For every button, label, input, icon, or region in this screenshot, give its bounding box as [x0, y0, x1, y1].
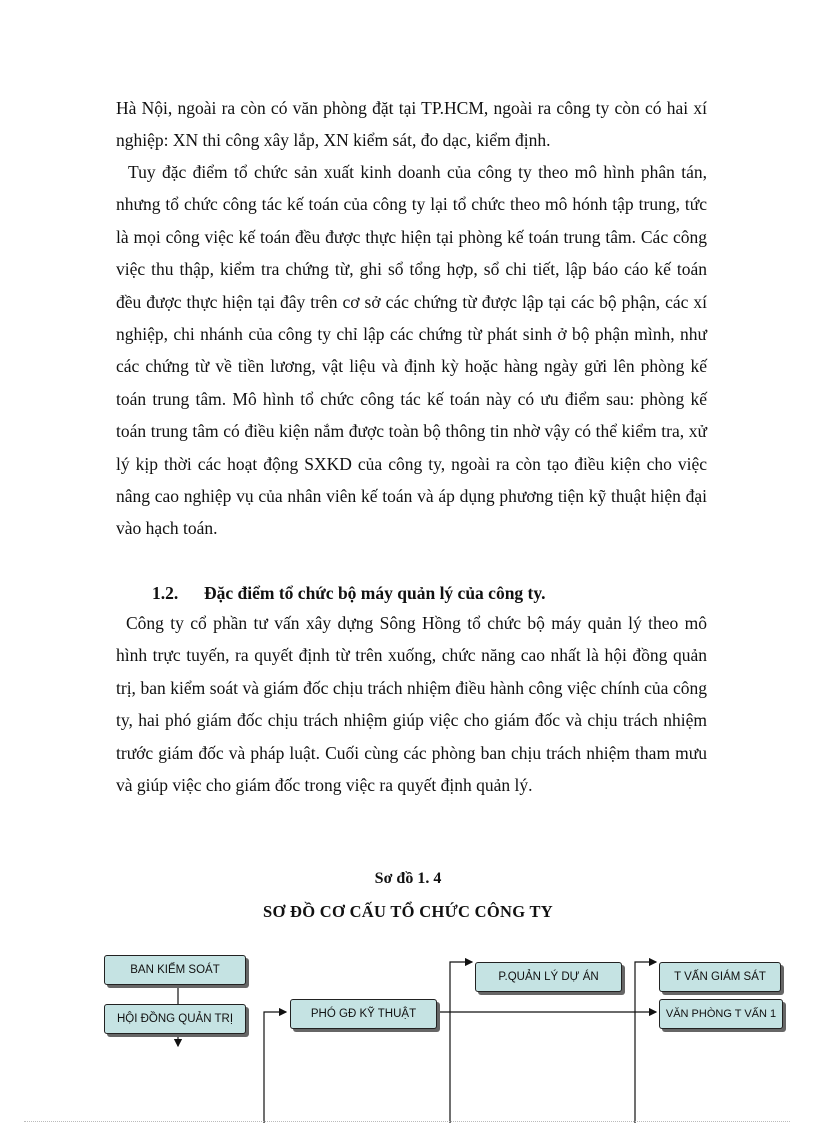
section-number: 1.2. — [152, 583, 179, 603]
box-p-quan-ly-du-an: P.QUẢN LÝ DỰ ÁN — [475, 962, 622, 992]
connector-to-supervision — [635, 962, 656, 1123]
box-tu-van-giam-sat: T VẤN GIÁM SÁT — [659, 962, 781, 992]
diagram-caption-number: Sơ đồ 1. 4 — [374, 870, 442, 887]
box-ban-kiem-soat: BAN KIỂM SOÁT — [104, 955, 246, 985]
connector-to-deputy — [264, 1012, 286, 1123]
paragraph-intro: Hà Nội, ngoài ra còn có văn phòng đặt tại TP.HCM, ngoài ra công ty còn có hai xí nghiệp: XN thi công xây lắp, XN kiểm sát, đo dạc, kiểm định. — [116, 98, 707, 151]
diagram-caption-title: SƠ ĐỒ CƠ CẤU TỔ CHỨC CÔNG TY — [263, 902, 553, 921]
paragraph-management: Công ty cổ phần tư vấn xây dựng Sông Hồng tổ chức bộ máy quản lý theo mô hình trực tuyến, ra quyết định từ trên xuống, chức năng cao nhất là hội đồng quản trị, ban kiểm soát và giám đốc chịu trách nhiệm điều hành công việc chính của công ty, hai phó giám đốc chịu trách nhiệm giúp việc cho giám đốc và chịu trách nhiệm trước giám đốc và pháp luật. Cuối cùng các phòng ban chịu trách nhiệm tham mưu và giúp việc cho giám đốc trong việc ra quyết định quản lý. — [116, 613, 707, 796]
box-van-phong-tu-van-1: VĂN PHÒNG T VẤN 1 — [659, 999, 783, 1029]
connector-to-project — [450, 962, 472, 1123]
box-hoi-dong-quan-tri: HỘI ĐỒNG QUẢN TRỊ — [104, 1004, 246, 1034]
section-title: Đặc điểm tổ chức bộ máy quản lý của công ty. — [204, 583, 546, 603]
page-bottom-rule — [24, 1121, 790, 1122]
box-pho-gd-ky-thuat: PHÓ GĐ KỸ THUẬT — [290, 999, 437, 1029]
paragraph-accounting: Tuy đặc điểm tổ chức sản xuất kinh doanh của công ty theo mô hình phân tán, nhưng tổ chức công tác kế toán của công ty lại tổ chức theo mô hónh tập trung, tức là mọi công việc kế toán đều được thực hiện tại phòng kế toán trung tâm. Các công việc thu thập, kiểm tra chứng từ, ghi sổ tổng hợp, sổ chi tiết, lập báo cáo kế toán đều được thực hiện tại đây trên cơ sở các chứng từ được lập tại các bộ phận, các xí nghiệp, chi nhánh của công ty chỉ lập các chứng từ phát sinh ở bộ phận mình, như các chứng từ về tiền lương, vật liệu và định kỳ hoặc hàng ngày gửi lên phòng kế toán trung tâm. Mô hình tổ chức công tác kế toán này có ưu điểm sau: phòng kế toán trung tâm có điều kiện nắm được toàn bộ thông tin nhờ vậy có thể kiểm tra, xử lý kịp thời các hoạt động SXKD của công ty, ngoài ra còn tạo điều kiện cho việc nâng cao nghiệp vụ của nhân viên kế toán và áp dụng phương tiện kỹ thuật hiện đại vào hạch toán. — [116, 162, 707, 539]
